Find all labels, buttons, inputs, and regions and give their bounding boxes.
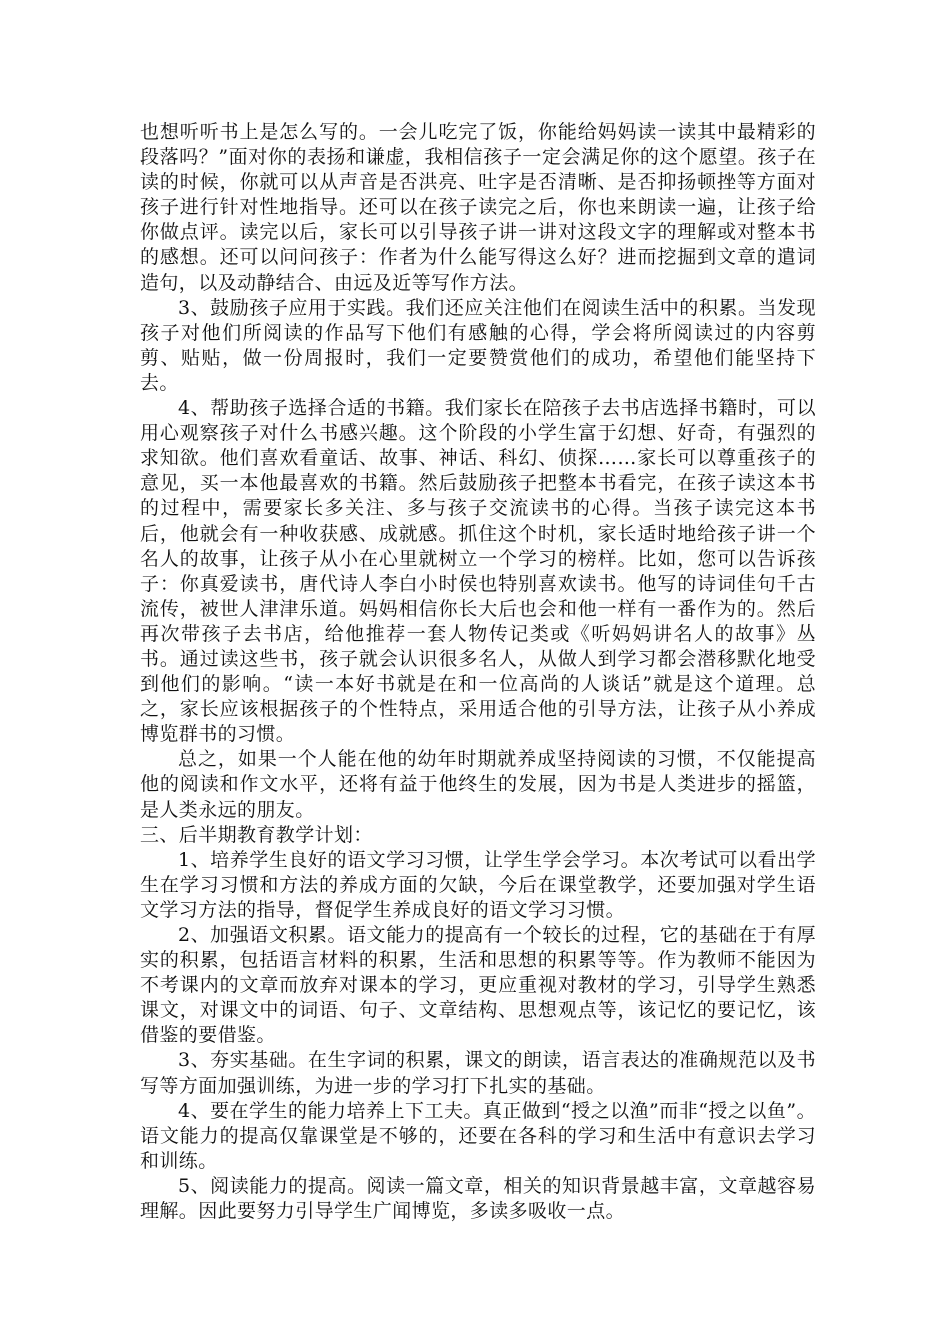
- paragraph-plan-item-2: 2、加强语文积累。语文能力的提高有一个较长的过程，它的基础在于有厚实的积累，包括语言材料的积累，生活和思想的积累等等。作为教师不能因为不考课内的文章而放弃对课本的学习，更应重视对教材的学习，引导学生熟悉课文，对课文中的词语、句子、文章结构、思想观点等，该记忆的要记忆，该借鉴的要借鉴。: [140, 924, 816, 1047]
- paragraph-choose-books: 4、帮助孩子选择合适的书籍。我们家长在陪孩子去书店选择书籍时，可以用心观察孩子对什么书感兴趣。这个阶段的小学生富于幻想、好奇，有强烈的求知欲。他们喜欢看童话、故事、神话、科幻、侦探……家长可以尊重孩子的意见，买一本他最喜欢的书籍。然后鼓励孩子把整本书看完，在孩子读这本书的过程中，需要家长多关注、多与孩子交流读书的心得。当孩子读完这本书后，他就会有一种收获感、成就感。抓住这个时机，家长适时地给孩子讲一个名人的故事，让孩子从小在心里就树立一个学习的榜样。比如，您可以告诉孩子：你真爱读书，唐代诗人李白小时侯也特别喜欢读书。他写的诗词佳句千古流传，被世人津津乐道。妈妈相信你长大后也会和他一样有一番作为的。然后再次带孩子去书店，给他推荐一套人物传记类或《听妈妈讲名人的故事》丛书。通过读这些书，孩子就会认识很多名人，从做人到学习都会潜移默化地受到他们的影响。“读一本好书就是在和一位高尚的人谈话”就是这个道理。总之，家长应该根据孩子的个性特点，采用适合他的引导方法，让孩子从小养成博览群书的习惯。: [140, 397, 816, 746]
- paragraph-plan-item-5: 5、阅读能力的提高。阅读一篇文章，相关的知识背景越丰富，文章越容易理解。因此要努力引导学生广闻博览，多读多吸收一点。: [140, 1174, 816, 1223]
- document-body: [140, 120, 816, 1224]
- paragraph-reading-summary: 总之，如果一个人能在他的幼年时期就养成坚持阅读的习惯，不仅能提高他的阅读和作文水平，还将有益于他终生的发展，因为书是人类进步的摇篮，是人类永远的朋友。: [140, 748, 816, 821]
- section-heading-teaching-plan: 三、后半期教育教学计划：: [140, 823, 373, 846]
- paragraph-plan-item-4: 4、要在学生的能力培养上下工夫。真正做到“授之以渔”而非“授之以鱼”。语文能力的提高仅靠课堂是不够的，还要在各科的学习和生活中有意识去学习和训练。: [140, 1099, 816, 1172]
- paragraph-parent-reading-guidance: 也想听听书上是怎么写的。一会儿吃完了饭，你能给妈妈读一读其中最精彩的段落吗？”面对你的表扬和谦虚，我相信孩子一定会满足你的这个愿望。孩子在读的时候，你就可以从声音是否洪亮、吐字是否清晰、是否抑扬顿挫等方面对孩子进行针对性地指导。还可以在孩子读完之后，你也来朗读一遍，让孩子给你做点评。读完以后，家长可以引导孩子讲一讲对这段文字的理解或对整本书的感想。还可以问问孩子：作者为什么能写得这么好？进而挖掘到文章的遣词造句，以及动静结合、由远及近等写作方法。: [140, 121, 816, 294]
- paragraph-plan-item-1: 1、培养学生良好的语文学习习惯，让学生学会学习。本次考试可以看出学生在学习习惯和方法的养成方面的欠缺，今后在课堂教学，还要加强对学生语文学习方法的指导，督促学生养成良好的语文学习习惯。: [140, 848, 816, 921]
- paragraph-plan-item-3: 3、夯实基础。在生字词的积累，课文的朗读，语言表达的准确规范以及书写等方面加强训练，为进一步的学习打下扎实的基础。: [140, 1049, 816, 1097]
- paragraph-encourage-practice: 3、鼓励孩子应用于实践。我们还应关注他们在阅读生活中的积累。当发现孩子对他们所阅读的作品写下他们有感触的心得，学会将所阅读过的内容剪剪、贴贴，做一份周报时，我们一定要赞赏他们的成功，希望他们能坚持下去。: [140, 296, 816, 394]
